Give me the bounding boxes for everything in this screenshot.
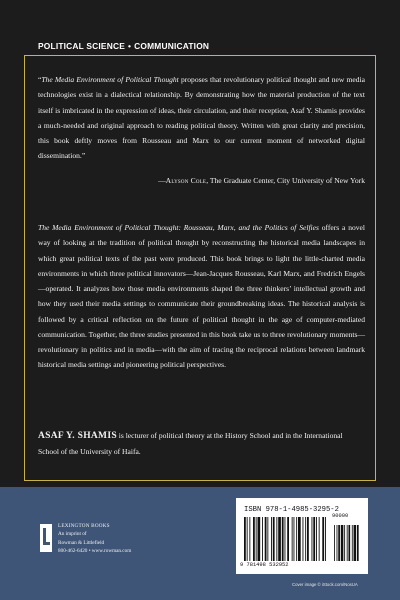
cover-image-credit: Cover image © iStock.com/NosUA bbox=[292, 582, 358, 587]
endorsement-attribution bbox=[38, 176, 365, 185]
subject-separator: • bbox=[128, 41, 132, 51]
blurb-body: proposes that revolutionary political thought and new media technologies exist in a dialectical relationship. By demonstrating how the material production of the text itself is imbricated in the expression of ideas, their circulation, and their reception, Asaf Y. Shamis provides a much-needed and original approach to reading political theory. Written with great clarity and precision, this book deftly moves from Rousseau and Marx to our current moment of networked digital dissemination. bbox=[38, 75, 365, 161]
barcode-bars bbox=[242, 517, 362, 563]
author-bio bbox=[38, 428, 365, 460]
author-name: ASAF Y. SHAMIS bbox=[38, 431, 117, 441]
barcode bbox=[236, 498, 368, 574]
book-description bbox=[38, 220, 365, 373]
blurb-open-quote: “ bbox=[38, 75, 42, 84]
blurb-book-title: The Media Environment of Political Thought bbox=[41, 75, 179, 84]
price-digits: 90000 bbox=[332, 513, 349, 519]
subject-communication: COMMUNICATION bbox=[134, 41, 210, 51]
blurb-close-quote: ” bbox=[81, 151, 86, 161]
barcode-digits: 9 781498 532952 bbox=[240, 562, 289, 568]
attribution-dash: — bbox=[158, 176, 166, 185]
description-body: offers a novel way of looking at the tradition of political thought by reconstructing the historical media landscapes in which great political texts of the past were produced. This book brings to light the little-charted media environments in which three political innovators—Jean-Jacques Rousseau, Karl Marx, and Fredrich Engels—operated. It analyzes how those media environments shaped the three thinkers’ intellectual growth and how they used their media settings to communicate their groundbreaking ideas. The historical analysis is followed by a critical reflection on the future of political thought in the age of computer-mediated communication. Together, the three studies presented in this book take us to three revolutionary moments—revolutionary in politics and in media—with the aim of tracing the reciprocal relations between landmark historical media settings and pioneering political perspectives. bbox=[38, 223, 365, 370]
attribution-affiliation: , The Graduate Center, City University of New York bbox=[206, 176, 365, 185]
publisher-contact: 800-462-6420 • www.rowman.com bbox=[58, 548, 132, 555]
attribution-name: Alyson Cole bbox=[165, 176, 207, 185]
publisher-name: LEXINGTON BOOKS bbox=[58, 523, 110, 529]
publisher-text bbox=[58, 522, 188, 556]
description-book-title: The Media Environment of Political Thought: Rousseau, Marx, and the Politics of Selfies bbox=[38, 223, 319, 232]
lexington-logo-icon bbox=[40, 524, 52, 552]
endorsement-blurb bbox=[38, 72, 365, 164]
author-bio-text: is lecturer of political theory at the History School and in the International School of the University of Haifa. bbox=[38, 431, 343, 457]
subject-political-science: POLITICAL SCIENCE bbox=[38, 41, 126, 51]
isbn-label: ISBN 978-1-4985-3295-2 bbox=[244, 506, 339, 514]
publisher-imprint-line: An imprint of bbox=[58, 531, 87, 538]
publisher-parent: Rowman & Littlefield bbox=[58, 539, 105, 546]
subject-category bbox=[38, 41, 209, 51]
